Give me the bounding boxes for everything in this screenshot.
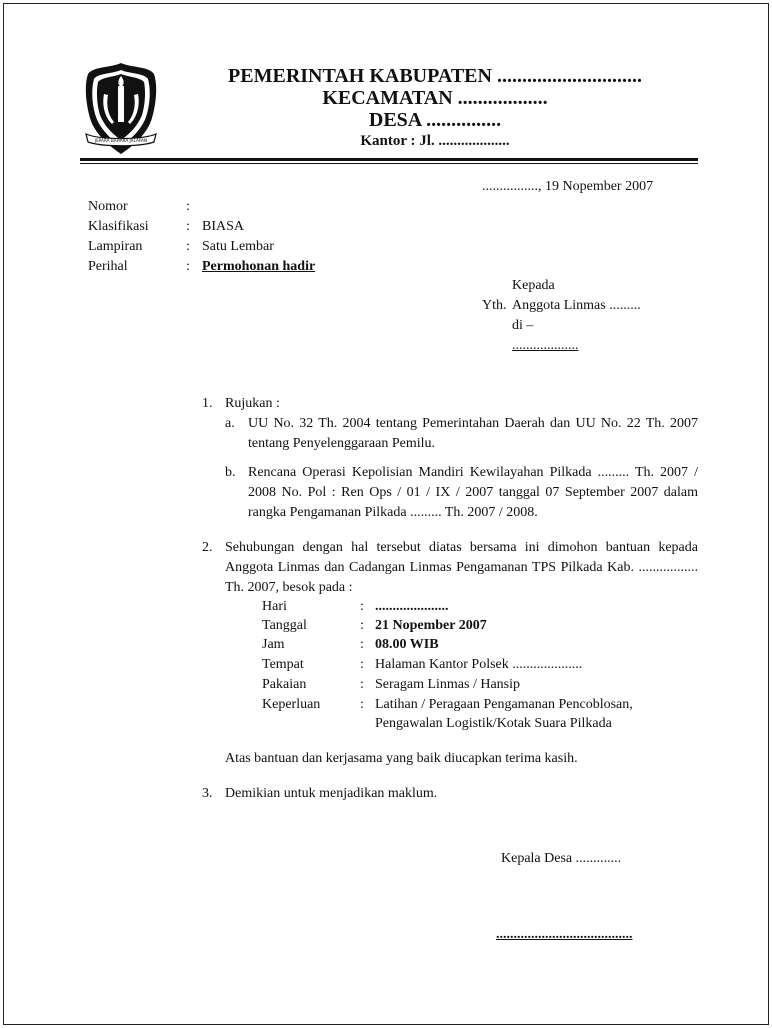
meta-label-klasifikasi: Klasifikasi	[88, 219, 149, 234]
item-3-text: Demikian untuk menjadikan maklum.	[225, 786, 438, 801]
item-number-2: 2.	[202, 540, 213, 555]
meta-label-lampiran: Lampiran	[88, 239, 143, 254]
recipient-di: di –	[512, 318, 534, 333]
letterhead-office-address: Kantor : Jl. ...................	[360, 133, 510, 149]
meta-value-klasifikasi: BIASA	[202, 219, 245, 234]
schedule-label-keperluan: Keperluan	[262, 697, 321, 712]
schedule-sep: :	[360, 657, 364, 672]
schedule-sep: :	[360, 677, 364, 692]
subitem-b-text: Rencana Operasi Kepolisian Mandiri Kewilayahan Pilkada ......... Th. 2007 / 2008 No. Pol : Ren Ops / 01 / IX / 2007 tanggal 07 September 2007 dalam rangka Pengamanan Pilkada ......... Th. 2007 / 2008.	[248, 465, 698, 520]
meta-value-perihal: Permohonan hadir	[202, 259, 316, 274]
schedule-value-tanggal: 21 Nopember 2007	[375, 618, 487, 633]
meta-sep: :	[186, 219, 190, 234]
recipient-yth: Yth.	[482, 298, 507, 313]
item-number-1: 1.	[202, 396, 213, 411]
letterhead-government: PEMERINTAH KABUPATEN .............................	[228, 65, 642, 87]
schedule-value-pakaian: Seragam Linmas / Hansip	[375, 677, 521, 692]
recipient-place: ...................	[512, 338, 579, 353]
letterhead-rule-thin	[80, 163, 698, 164]
letter-date: ................, 19 Nopember 2007	[482, 179, 654, 194]
signature-title: Kepala Desa .............	[501, 851, 622, 866]
meta-value-lampiran: Satu Lembar	[202, 239, 274, 254]
schedule-value-keperluan-line2: Pengawalan Logistik/Kotak Suara Pilkada	[375, 716, 612, 731]
meta-sep: :	[186, 199, 190, 214]
letterhead-district: KECAMATAN ..................	[322, 87, 548, 109]
closing-thanks: Atas bantuan dan kerjasama yang baik diucapkan terima kasih.	[225, 751, 578, 766]
schedule-label-pakaian: Pakaian	[262, 677, 307, 692]
schedule-sep: :	[360, 697, 364, 712]
svg-text:JEPARA BAHARA JALAPAN: JEPARA BAHARA JALAPAN	[94, 138, 148, 143]
meta-label-nomor: Nomor	[88, 199, 128, 214]
signature-name: .......................................	[496, 927, 633, 942]
meta-sep: :	[186, 239, 190, 254]
schedule-value-jam: 08.00 WIB	[375, 637, 439, 652]
schedule-value-hari: .....................	[375, 599, 449, 614]
recipient-kepada: Kepada	[512, 278, 555, 293]
item-number-3: 3.	[202, 786, 213, 801]
item-1-title: Rujukan :	[225, 396, 280, 411]
schedule-sep: :	[360, 618, 364, 633]
schedule-value-keperluan: Latihan / Peragaan Pengamanan Pencoblosan,	[375, 697, 633, 712]
schedule-label-hari: Hari	[262, 599, 287, 614]
letterhead-rule-thick	[80, 158, 698, 161]
schedule-sep: :	[360, 637, 364, 652]
subitem-a-text: UU No. 32 Th. 2004 tentang Pemerintahan Daerah dan UU No. 22 Th. 2007 tentang Penyelenggaraan Pemilu.	[248, 416, 698, 451]
subitem-label-b: b.	[225, 465, 236, 480]
regency-emblem-icon	[80, 60, 162, 158]
meta-label-perihal: Perihal	[88, 259, 128, 274]
schedule-label-tanggal: Tanggal	[262, 618, 307, 633]
letterhead-village: DESA ...............	[368, 109, 502, 131]
schedule-label-jam: Jam	[262, 637, 285, 652]
schedule-sep: :	[360, 599, 364, 614]
meta-sep: :	[186, 259, 190, 274]
recipient-name: Anggota Linmas .........	[512, 298, 641, 313]
schedule-value-tempat: Halaman Kantor Polsek ....................	[375, 657, 583, 672]
item-2-text: Sehubungan dengan hal tersebut diatas bersama ini dimohon bantuan kepada Anggota Linmas dan Cadangan Linmas Pengamanan TPS Pilkada Kab. ................. Th. 2007, besok pada :	[225, 540, 698, 595]
subitem-label-a: a.	[225, 416, 235, 431]
schedule-label-tempat: Tempat	[262, 657, 304, 672]
